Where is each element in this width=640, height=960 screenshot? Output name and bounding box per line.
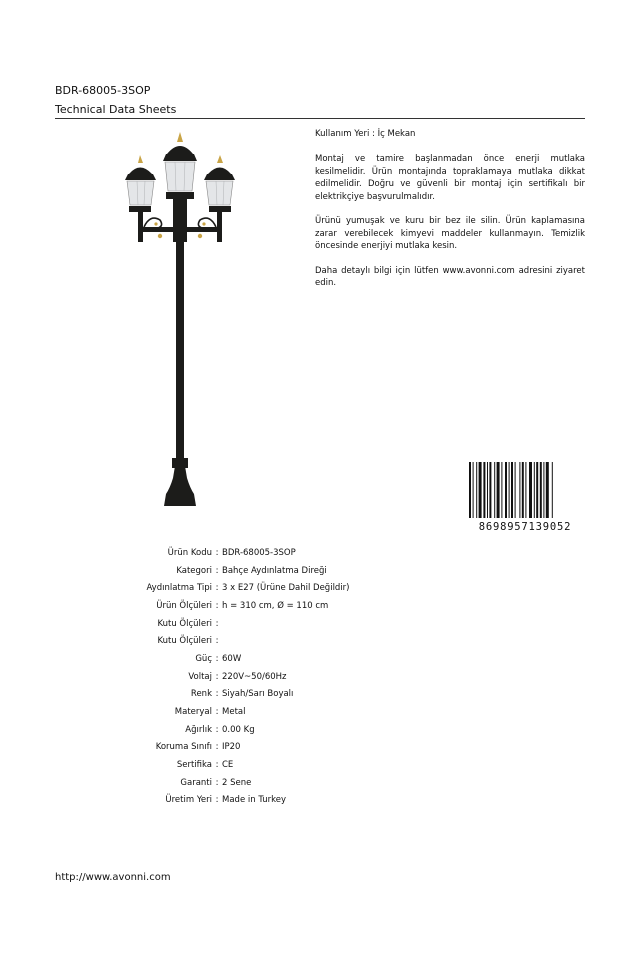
spec-separator: : [215,689,219,700]
spec-row [80,686,422,704]
spec-separator: : [215,618,219,629]
barcode-bar [529,462,532,518]
spec-row [80,774,422,792]
instructions-block [315,153,585,302]
spec-label: Garanti [180,777,212,788]
spec-row [80,544,422,562]
barcode-bar [540,462,542,518]
spec-separator: : [215,795,219,806]
barcode-bar [511,462,513,518]
barcode-bar [519,462,520,518]
header-divider [55,118,585,119]
spec-row [80,721,422,739]
spec-row [80,597,422,615]
barcode-bar [487,462,488,518]
spec-table [80,544,422,809]
spec-value: Bahçe Aydınlatma Direği [222,565,327,576]
spec-value: BDR-68005-3SOP [222,547,296,558]
spec-label: Ürün Ölçüleri [156,600,212,611]
spec-label: Üretim Yeri [165,795,212,806]
spec-value: 220V~50/60Hz [222,671,287,682]
spec-label: Sertifika [176,760,212,771]
barcode-bar [509,462,510,518]
safety-note: Montaj ve tamire başlanmadan önce enerji mutlaka kesilmelidir. Ürün montajında topraklamaya mutlaka dikkat edilmelidir. Doğru ve güvenli bir montaj için sertifikalı bir elektrikçiye başvurulmalıdır. [315,154,585,202]
document-subtitle: Technical Data Sheets [55,103,177,116]
barcode-bar [543,462,544,518]
lamp-post-image [120,128,240,510]
spec-separator: : [215,777,219,788]
barcode-digits: 8698957139052 [478,521,572,533]
spec-value: h = 310 cm, Ø = 110 cm [222,600,329,611]
barcode-bar [483,462,485,518]
barcode-bar [489,462,491,518]
spec-row [80,615,422,633]
spec-separator: : [215,760,219,771]
barcode-bar [469,462,471,518]
spec-row [80,739,422,757]
spec-separator: : [215,583,219,594]
spec-separator: : [215,565,219,576]
spec-value: CE [222,760,234,771]
product-code-heading: BDR-68005-3SOP [55,84,151,97]
barcode-bar [525,462,526,518]
barcode-bar [497,462,500,518]
spec-separator: : [215,547,219,558]
spec-row [80,792,422,810]
barcode-bar [473,462,474,518]
spec-separator: : [215,707,219,718]
spec-label: Ürün Kodu [167,547,212,558]
barcode-bar [515,462,516,518]
spec-value: IP20 [222,742,241,753]
barcode [465,460,585,534]
barcode-bar [522,462,524,518]
spec-separator: : [215,600,219,611]
spec-row [80,703,422,721]
spec-label: Kutu Ölçüleri [157,636,212,647]
spec-label: Kategori [176,565,212,576]
spec-row [80,650,422,668]
spec-value: Made in Turkey [222,795,286,806]
cleaning-note: Ürünü yumuşak ve kuru bir bez ile silin. Ürün kaplamasına zarar verebilecek kimyevi maddeler kullanmayın. Temizlik öncesinde enerjiyi mutlaka kesin. [315,216,585,251]
spec-separator: : [215,671,219,682]
spec-label: Materyal [174,707,212,718]
spec-separator: : [215,742,219,753]
spec-separator: : [215,653,219,664]
spec-separator: : [215,636,219,647]
spec-label: Voltaj [188,671,212,682]
spec-value: Siyah/Sarı Boyalı [222,689,294,700]
spec-separator: : [215,724,219,735]
barcode-bar [476,462,477,518]
barcode-bar [501,462,502,518]
spec-row [80,756,422,774]
spec-label: Koruma Sınıfı [155,742,212,753]
spec-value: 0.00 Kg [222,724,255,735]
website-note: Daha detaylı bilgi için lütfen www.avonni.com adresini ziyaret edin. [315,265,585,288]
spec-value: 60W [222,653,242,664]
spec-row [80,668,422,686]
barcode-bars [469,462,553,518]
spec-label: Kutu Ölçüleri [157,618,212,629]
spec-value: Metal [222,707,246,718]
barcode-bar [505,462,507,518]
barcode-bar [479,462,482,518]
spec-label: Aydınlatma Tipi [146,583,212,594]
spec-value: 3 x E27 (Ürüne Dahil Değildir) [222,583,350,594]
spec-label: Güç [195,653,212,664]
spec-row [80,579,422,597]
barcode-bar [546,462,549,518]
barcode-bar [536,462,538,518]
barcode-bar [494,462,495,518]
spec-row [80,632,422,650]
spec-value: 2 Sene [222,777,252,788]
spec-label: Renk [190,689,212,700]
footer-website-link[interactable]: http://www.avonni.com [55,872,171,883]
barcode-bar [534,462,535,518]
spec-row [80,562,422,580]
spec-label: Ağırlık [185,724,212,735]
barcode-bar [552,462,553,518]
usage-location: Kullanım Yeri : İç Mekan [315,129,416,139]
